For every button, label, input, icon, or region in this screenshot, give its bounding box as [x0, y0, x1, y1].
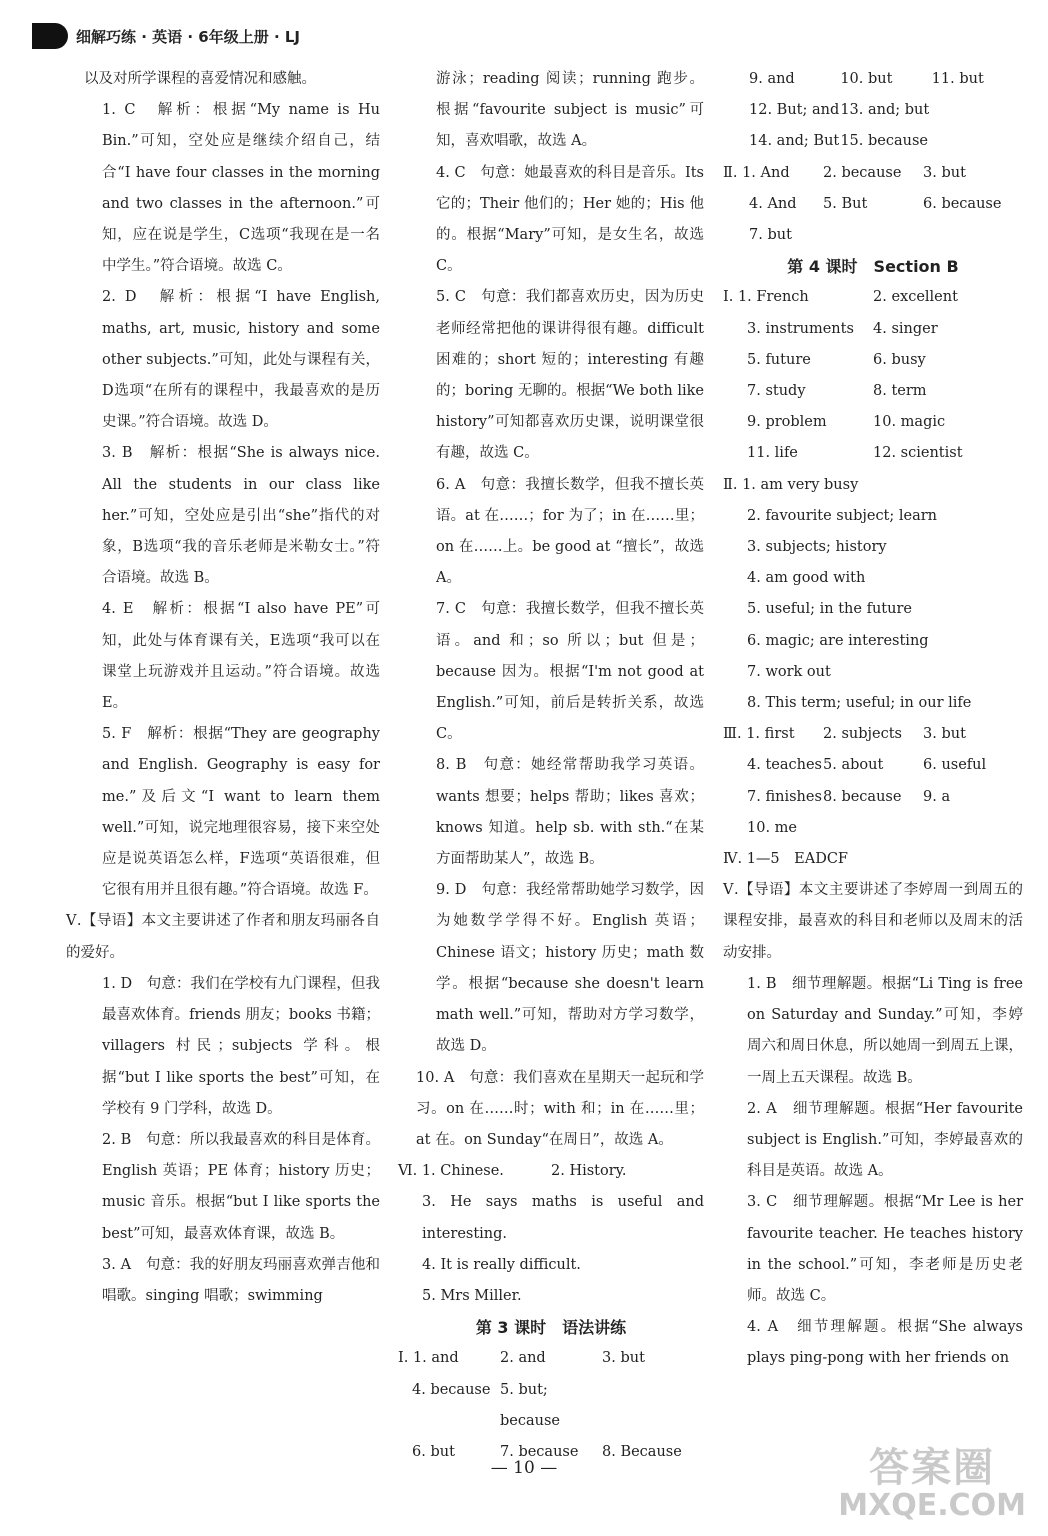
section-intro: Ⅴ.【导语】本文主要讲述了李婷周一到周五的课程安排，最喜欢的科目和老师以及周末的活动安排。: [723, 882, 1023, 961]
answer-cell: 9. problem: [747, 414, 827, 431]
answer-item: Ⅳ. 1—5 EADCF: [723, 851, 848, 868]
answer-cell: [602, 1375, 704, 1437]
answer-cell: 11. but: [931, 71, 984, 87]
answer-item: 10. A 句意：我们喜欢在星期天一起玩和学习。on 在……时；with 和；in 在……里；at 在。on Sunday“在周日”，故选 A。: [416, 1069, 704, 1148]
answer-item: 3. subjects; history: [747, 539, 887, 556]
answer-item: 8. B 句意：她经常帮助我学习英语。wants 想要；helps 帮助；likes 喜欢；knows 知道。help sb. with sth.“在某方面帮助某人”，故选 B。: [436, 757, 704, 868]
answer-cell: 5. but; because: [500, 1381, 560, 1429]
answer-cell: [923, 220, 1023, 251]
answer-item: 2. A 细节理解题。根据“Her favourite subject is English.”可知，李婷最喜欢的科目是英语。故选 A。: [747, 1100, 1023, 1180]
answer-cell: 10. magic: [873, 414, 946, 431]
answer-cell: 7. because: [500, 1443, 579, 1460]
lesson-3-heading: 第 3 课时 语法讲练: [475, 1318, 627, 1338]
answer-item: 3. He says maths is useful and interesting.: [422, 1194, 704, 1242]
answer-item: 7. work out: [747, 663, 831, 680]
grammar-answers-i: [398, 1343, 704, 1468]
answer-cell: 8. because: [823, 788, 902, 805]
answer-item: 4. E 解析：根据“I also have PE”可知，此处与体育课有关，E选项“我可以在课堂上玩游戏并且运动。”符合语境。故选 E。: [102, 601, 380, 712]
section-vi-answers: [398, 1156, 704, 1187]
answer-cell: 15. because: [840, 133, 928, 150]
answer-item: 5. useful; in the future: [747, 601, 912, 618]
answer-cell: Ⅰ. 1. French: [723, 289, 809, 306]
answer-cell: [932, 126, 1023, 157]
answer-item: 1. B 细节理解题。根据“Li Ting is free on Saturday and Sunday.”可知，李婷周六和周日休息，所以她周一到周五上课，一周上五天课程。故选 B。: [747, 975, 1023, 1086]
answer-cell: 13. and; but: [840, 102, 930, 119]
answer-item: 6. A 句意：我擅长数学，但我不擅长英语。at 在……；for 为了；in 在……里；on 在……上。be good at “擅长”，故选 A。: [436, 476, 704, 587]
answer-cell: 9. and: [749, 71, 795, 87]
answer-item: 6. magic; are interesting: [747, 632, 929, 649]
lesson-4-heading: 第 4 课时 Section B: [787, 257, 959, 277]
answer-cell: 3. but: [923, 164, 966, 181]
answer-item: 4. It is really difficult.: [422, 1256, 581, 1273]
grammar-answers-i-cont: [723, 64, 1023, 158]
answer-cell: 3. but: [923, 726, 966, 743]
answer-item: 1. D 句意：我们在学校有九门课程，但我最喜欢体育。friends 朋友；books 书籍；villagers 村民；subjects 学科。根据“but I like sports the best”可知，在学校有 9 门学科，故选 D。: [102, 975, 380, 1117]
answer-item: 1. C 解析：根据“My name is Hu Bin.”可知，空处应是继续介绍自己，结合“I have four classes in the morning and two classes in the afternoon.”可知，应在说是学生，C选项“我现在是一名中学生。”符合语境。故选 C。: [102, 102, 380, 275]
answer-cell: Ⅱ. 1. And: [723, 164, 790, 181]
answer-cell: [823, 813, 923, 844]
column-middle: [398, 64, 704, 1468]
paragraph: 以及对所学课程的喜爱情况和感触。: [84, 71, 316, 87]
answer-item: 8. This term; useful; in our life: [747, 695, 972, 712]
answer-cell: 5. future: [747, 351, 811, 368]
answer-cell: 2. History.: [551, 1163, 627, 1180]
answer-cell: Ⅲ. 1. first: [723, 726, 795, 743]
watermark-logo-text: 答案圈: [869, 1445, 996, 1491]
answer-cell: 4. teaches: [747, 757, 822, 774]
answer-cell: 11. life: [747, 445, 798, 462]
answer-text: 1. Chinese.: [421, 1163, 504, 1180]
watermark: [838, 1446, 1026, 1522]
answer-cell: 2. subjects: [823, 726, 902, 743]
answer-cell: 7. but: [749, 227, 792, 244]
answer-item: 5. C 句意：我们都喜欢历史，因为历史老师经常把他的课讲得很有趣。difficult 困难的；short 短的；interesting 有趣的；boring 无聊的。根据“We both like history”可知都喜欢历史课，说明课堂很有趣，故选 C。: [436, 289, 704, 462]
answer-cell: 6. but: [412, 1443, 455, 1460]
answer-item: 4. A 细节理解题。根据“She always plays ping-pong with her friends on: [747, 1319, 1023, 1367]
column-left: [66, 64, 380, 1312]
column-right: [723, 64, 1023, 1375]
answer-item: 2. favourite subject; learn: [747, 507, 938, 524]
answer-cell: 2. and: [500, 1350, 546, 1367]
answer-cell: 7. finishes: [747, 788, 822, 805]
answer-cell: 12. But; and: [749, 102, 840, 119]
answer-cell: [823, 220, 923, 251]
answer-cell: 10. me: [747, 819, 797, 836]
answer-item: 7. C 句意：我擅长数学，但我不擅长英语。and 和；so 所以；but 但是；because 因为。根据“I'm not good at English.”可知，前后是转折关系，故选 C。: [436, 601, 704, 743]
answer-item: 4. am good with: [747, 570, 866, 587]
section-b-answers-i: [723, 282, 1023, 469]
answer-cell: 2. because: [823, 164, 902, 181]
answer-item: 游泳；reading 阅读；running 跑步。根据“favourite subject is music”可知，喜欢唱歌，故选 A。: [436, 71, 704, 150]
answer-item: 5. F 解析：根据“They are geography and English. Geography is easy for me.”及后文“I want to learn them well.”可知，说完地理很容易，接下来空处应是说英语怎么样，F选项“英语很难，但它很有用并且很有趣。”符合语境。故选 F。: [102, 726, 380, 899]
answer-item: 4. C 句意：她最喜欢的科目是音乐。Its 它的；Their 他们的；Her 她的；His 他的。根据“Mary”可知，是女生名，故选 C。: [436, 164, 704, 275]
answer-item: 5. Mrs Miller.: [422, 1287, 522, 1304]
header-tab-mark: [32, 23, 68, 49]
section-b-answers-iii: [723, 719, 1023, 844]
answer-item: 9. D 句意：我经常帮助她学习数学，因为她数学学得不好。English 英语；Chinese 语文；history 历史；math 数学。根据“because she doesn't learn math well.”可知，帮助对方学习数学，故选 D。: [436, 882, 704, 1055]
header-title: 细解巧练 · 英语 · 6年级上册 · LJ: [76, 27, 301, 46]
answer-cell: 5. about: [823, 757, 884, 774]
answer-cell: [932, 95, 1023, 126]
answer-cell: [398, 1156, 551, 1187]
answer-cell: [923, 813, 1023, 844]
answer-cell: 3. instruments: [747, 320, 854, 337]
page-number: — 10 —: [490, 1458, 558, 1478]
answer-item: 3. C 细节理解题。根据“Mr Lee is her favourite teacher. He teaches history in the school.”可知，李老师是历史老师。故选 C。: [747, 1194, 1023, 1304]
section-intro: Ⅴ.【导语】本文主要讲述了作者和朋友玛丽各自的爱好。: [66, 913, 380, 961]
answer-item: Ⅱ. 1. am very busy: [723, 476, 859, 493]
answer-cell: 9. a: [923, 788, 951, 805]
answer-item: 3. A 句意：我的好朋友玛丽喜欢弹吉他和唱歌。singing 唱歌；swimming: [102, 1256, 380, 1304]
answer-cell: 8. term: [873, 383, 927, 400]
answer-cell: 6. because: [923, 195, 1002, 212]
answer-cell: 12. scientist: [873, 445, 963, 462]
answer-item: 2. B 句意：所以我最喜欢的科目是体育。English 英语；PE 体育；history 历史；music 音乐。根据“but I like sports the best”可知，最喜欢体育课，故选 B。: [102, 1131, 380, 1242]
answer-cell: 5. But: [823, 195, 868, 212]
watermark-url: MXQE.COM: [838, 1488, 1026, 1523]
grammar-answers-ii: [723, 158, 1023, 252]
answer-cell: 14. and; But: [749, 133, 840, 150]
answer-cell: 2. excellent: [873, 289, 958, 306]
page-header: [32, 22, 300, 50]
answer-cell: 7. study: [747, 383, 806, 400]
answer-cell: 8. Because: [602, 1443, 682, 1460]
answer-item: 3. B 解析：根据“She is always nice. All the students in our class like her.”可知，空处应是引出“she”指代的对象，B选项“我的音乐老师是米勒女士。”符合语境。故选 B。: [102, 445, 380, 587]
answer-item: 2. D 解析：根据“I have English, maths, art, music, history and some other subjects.”可知，此处与课程有关，D选项“在所有的课程中，我最喜欢的是历史课。”符合语境。故选 D。: [102, 289, 380, 431]
answer-cell: 4. because: [412, 1381, 491, 1398]
answer-cell: 4. And: [749, 195, 797, 212]
answer-cell: 6. busy: [873, 351, 926, 368]
answer-cell: Ⅰ. 1. and: [398, 1350, 459, 1367]
answer-cell: 4. singer: [873, 320, 938, 337]
answer-cell: 6. useful: [923, 757, 987, 774]
answer-cell: 3. but: [602, 1350, 645, 1367]
section-label: Ⅵ.: [398, 1163, 418, 1180]
answer-cell: 10. but: [840, 71, 893, 87]
